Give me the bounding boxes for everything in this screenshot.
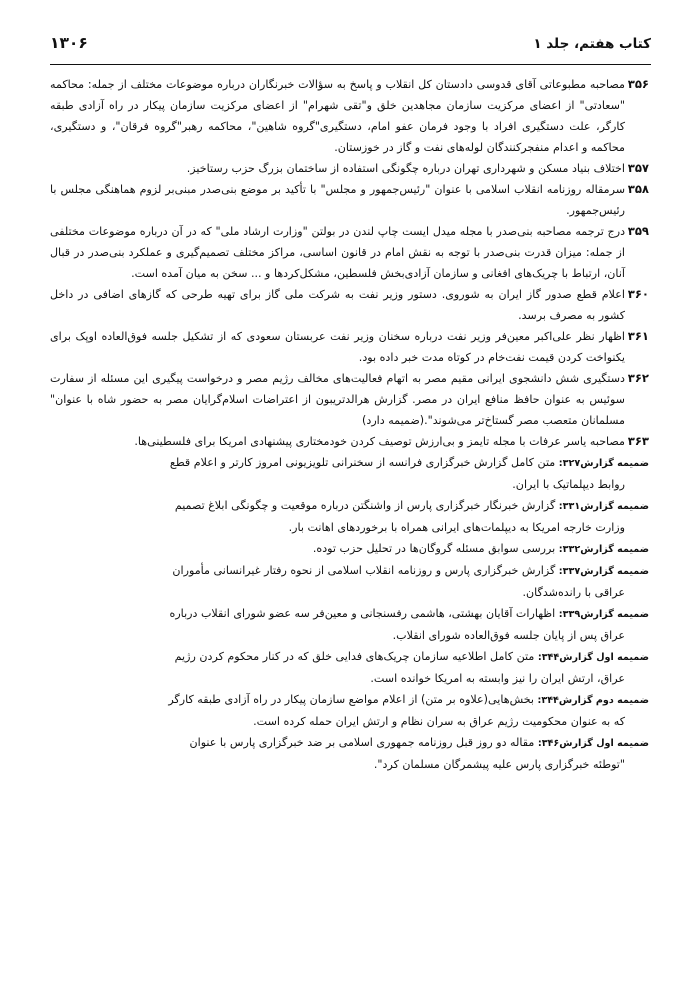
list-item — [50, 158, 649, 179]
annex-line: گزارش خبرگزاری پارس و روزنامه انقلاب اسلامی از نحوه رفتار غیرانسانی مأموران — [172, 564, 556, 577]
annex-label: ضمیمه گزارش۳۳۹: — [558, 609, 649, 620]
item-line: اختلاف بنیاد مسکن و شهرداری تهران درباره چگونگی استفاده از ساختمان بزرگ حزب رستاخیز. — [186, 162, 625, 175]
annex-label: ضمیمه دوم گزارش۳۴۴: — [537, 695, 649, 706]
list-item — [50, 179, 649, 221]
item-number: ۳۵۶ — [627, 77, 649, 91]
annex-line: عراق، ارتش ایران را نیز وابسته به امریکا خوانده است. — [370, 672, 625, 685]
annex-line: وزارت خارجه امریکا به دیپلمات‌های ایرانی همراه با برخوردهای اهانت بار. — [288, 521, 625, 534]
item-number: ۳۶۱ — [627, 329, 649, 343]
item-line: مصاحبه مطبوعاتی آقای قدوسی دادستان کل انقلاب و پاسخ به سؤالات خبرنگاران درباره — [213, 78, 625, 91]
item-number: ۳۵۷ — [627, 161, 649, 175]
page-header — [50, 26, 651, 65]
item-line: اعلام قطع صدور گاز ایران به شوروی. دستور وزیر نفت به شرکت ملی گاز برای تهیه طرحی که — [160, 288, 625, 301]
item-line: شهرام" از اعضای مرکزیت سازمان پیکار در راه آزادی طبقه کارگر، علت دستگیری افراد با وجود — [50, 99, 626, 133]
item-line: فلسطینی‌ها. — [134, 435, 191, 448]
annex-line: اظهارات آقایان بهشتی، هاشمی رفسنجانی و معین‌فر سه عضو شورای انقلاب درباره — [169, 607, 556, 620]
annex-line: بخش‌هایی(علاوه بر متن) از اعلام مواضع سازمان پیکار در راه آزادی طبقه کارگر — [168, 693, 534, 706]
item-line: اساسی، مراکز مختلف تصمیم‌گیری و عملکرد بنی‌صدر در قبال آنان، ارتباط با چریک‌های افغانی — [50, 246, 625, 280]
item-line: دستگیری شش دانشجوی ایرانی مقیم مصر به اتهام فعالیت‌های مخالف رژیم مصر و درخواست پیگیری — [148, 372, 625, 385]
annex-line: که به عنوان محکومیت رژیم عراق به سران نظام و ارتش ایران حمله کرده است. — [253, 715, 625, 728]
list-item — [50, 221, 649, 284]
item-number: ۳۶۳ — [627, 434, 649, 448]
item-line: درج ترجمه مصاحبه بنی‌صدر با مجله میدل ایست چاپ لندن در بولتن "وزارت ارشاد ملی" که در — [182, 225, 626, 238]
item-line: اعدام منفجرکنندگان لوله‌های نفت و گاز در خوزستان. — [334, 141, 579, 154]
item-line: جلسه فوق‌العاده اوپک برای یکنواخت کردن قیمت نفت‌خام در کوتاه مدت خبر داده بود. — [50, 330, 625, 364]
annex-label: ضمیمه گزارش۳۳۷: — [558, 566, 649, 577]
item-line: این مسئله از سفارت سوئیس به عنوان حافظ منافع ایران در مصر. گزارش هرالدتریبون از اعتراضات — [50, 372, 625, 406]
item-line: موضوعات مختلف از جمله: محاکمه "سعادتی" از اعضای مرکزیت سازمان مجاهدین خلق و"تقی — [50, 78, 625, 112]
item-line: مصاحبه یاسر عرفات با مجله تایمز و بی‌ارزش توصیف کردن خودمختاری پیشنهادی امریکا برای — [191, 435, 625, 448]
item-line: اسلام‌گرایان مصر به حضور شاه با عنوان" مسلمانان متعصب مصر گستاخ‌تر می‌شوند".(ضمیمه دارد) — [50, 393, 625, 427]
item-line: اظهار نظر علی‌اکبر معین‌فر وزیر نفت درباره سخنان وزیر نفت عربستان سعودی که از تشکیل — [177, 330, 625, 343]
annex-item — [50, 689, 649, 732]
annex-line: عراق پس از پایان جلسه فوق‌العاده شورای انقلاب. — [392, 629, 625, 642]
list-item — [50, 284, 649, 326]
item-line: سرمقاله روزنامه انقلاب اسلامی با عنوان "رئیس‌جمهور و مجلس" با تأکید بر موضع بنی‌صدر — [196, 183, 625, 196]
annex-label: ضمیمه گزارش۳۳۲: — [558, 544, 649, 555]
item-number: ۳۵۸ — [627, 182, 649, 196]
annex-line: متن کامل اطلاعیه سازمان چریک‌های فدایی خلق که در کنار محکوم کردن رژیم — [174, 650, 535, 663]
annex-item — [50, 560, 649, 603]
annex-line: مقاله دو روز قبل روزنامه جمهوری اسلامی بر ضد خبرگزاری پارس با عنوان — [189, 736, 535, 749]
annex-label: ضمیمه گزارش۳۳۱: — [558, 501, 649, 512]
annex-line: روابط دیپلماتیک با ایران. — [512, 478, 625, 491]
item-line: مبنی‌بر لزوم هماهنگی مجلس با رئیس‌جمهور. — [50, 183, 625, 217]
page-content — [50, 74, 649, 775]
item-line: گازهای اضافی در داخل کشور به مصرف برسد. — [50, 288, 625, 322]
list-item — [50, 431, 649, 452]
annex-item — [50, 646, 649, 689]
page-number: ۱۳۰۶ — [50, 34, 88, 52]
annex-item — [50, 603, 649, 646]
list-item — [50, 74, 649, 158]
annex-label: ضمیمه گزارش۳۲۷: — [558, 458, 649, 469]
list-item — [50, 368, 649, 431]
annex-item — [50, 732, 649, 775]
item-number: ۳۶۰ — [627, 287, 649, 301]
item-number: ۳۵۹ — [627, 224, 649, 238]
item-line: آن درباره موضوعات مختلفی از جمله: میزان قدرت بنی‌صدر با توجه به نقش امام در قانون — [50, 225, 625, 259]
item-line: فرمان عفو امام، دستگیری"گروه شاهین"، محاکمه رهبر"گروه فرقان"، و دستگیری، محاکمه و — [50, 120, 625, 154]
annex-label: ضمیمه اول گزارش۳۴۴: — [537, 652, 649, 663]
annex-item — [50, 452, 649, 495]
annex-line: گزارش خبرنگار خبرگزاری پارس از واشنگتن درباره موقعیت و چگونگی ابلاغ تصمیم — [174, 499, 556, 512]
item-number: ۳۶۲ — [627, 371, 649, 385]
annex-line: "توطئه خبرگزاری پارس علیه پیشمرگان مسلمان کرد". — [373, 758, 625, 771]
annex-line: متن کامل گزارش خبرگزاری فرانسه از سخنرانی تلویزیونی امروز کارتر و اعلام قطع — [169, 456, 556, 469]
annex-item — [50, 495, 649, 538]
list-item — [50, 326, 649, 368]
annex-label: ضمیمه اول گزارش۳۴۶: — [537, 738, 649, 749]
annex-item — [50, 538, 649, 560]
item-line: و سازمان آزادی‌بخش فلسطین، مشکل‌کردها و ... سخن به میان آمده است. — [131, 267, 478, 280]
annex-line: عراقی با رانده‌شدگان. — [522, 586, 625, 599]
book-title: کتاب هفتم، جلد ۱ — [533, 36, 651, 52]
annex-line: بررسی سوابق مسئله گروگان‌ها در تحلیل حزب توده. — [312, 542, 556, 555]
